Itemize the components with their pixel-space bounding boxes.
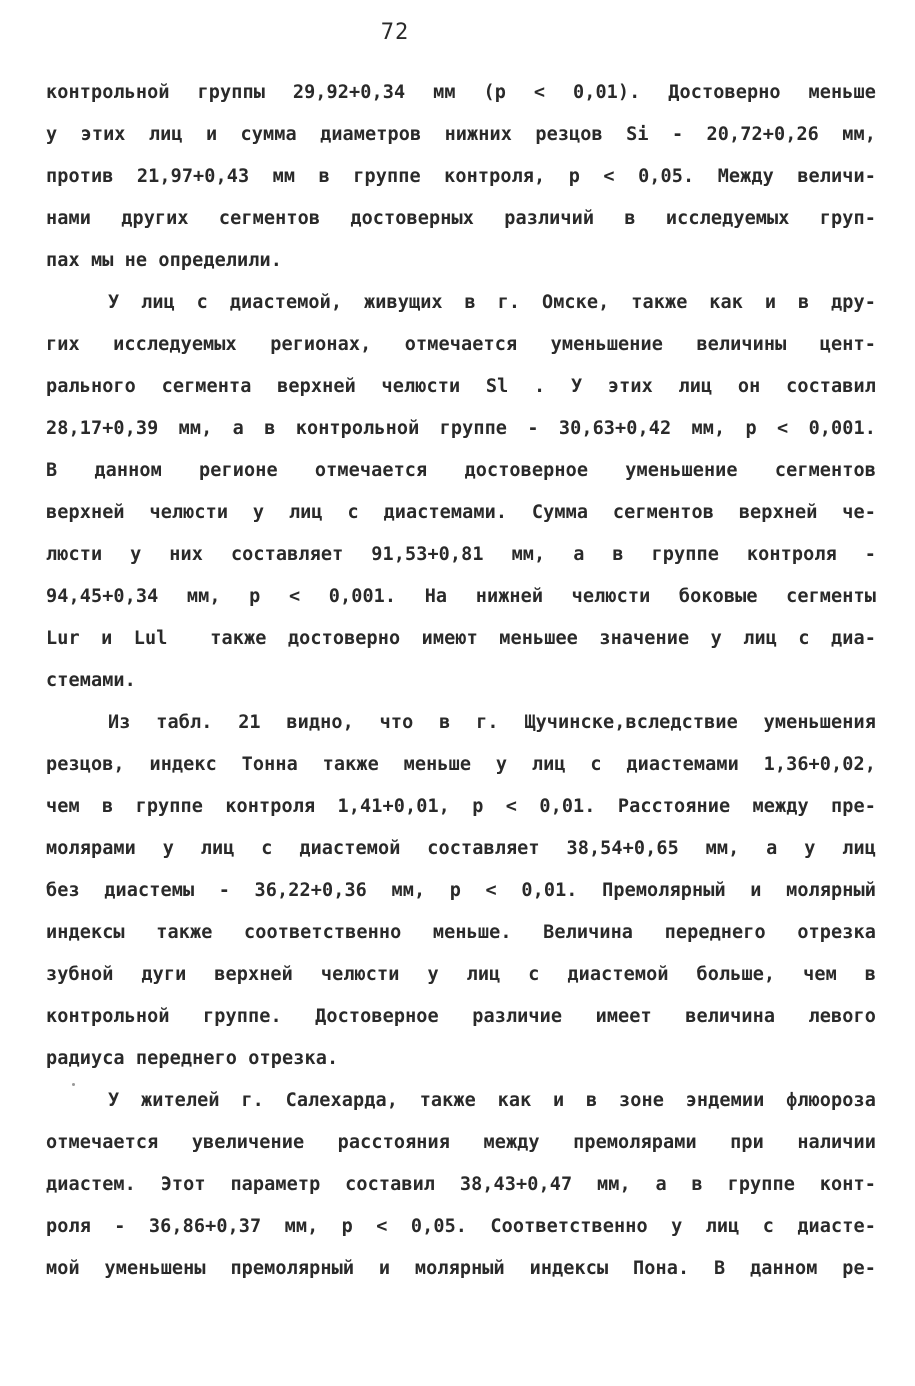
text-line: У жителей г. Салехарда, также как и в зоне эндемии флюороза xyxy=(108,1090,876,1111)
text-line: люсти у них составляет 91,53+0,81 мм, а в группе контроля - xyxy=(46,544,876,565)
text-line: резцов, индекс Тонна также меньше у лиц с диастемами 1,36+0,02, xyxy=(46,754,876,775)
text-line: стемами. xyxy=(46,670,136,691)
body-text xyxy=(46,72,876,1290)
scan-speck xyxy=(72,1083,75,1086)
text-line: верхней челюсти у лиц с диастемами. Сумма сегментов верхней че- xyxy=(46,502,876,523)
text-line: чем в группе контроля 1,41+0,01, р < 0,01. Расстояние между пре- xyxy=(46,796,876,817)
text-line: радиуса переднего отрезка. xyxy=(46,1048,339,1069)
paragraph-2 xyxy=(46,282,876,702)
text-line: у этих лиц и сумма диаметров нижних резцов Si - 20,72+0,26 мм, xyxy=(46,124,876,145)
text-line: отмечается увеличение расстояния между премолярами при наличии xyxy=(46,1132,876,1153)
text-line: Из табл. 21 видно, что в г. Щучинске,вследствие уменьшения xyxy=(108,712,876,733)
text-line: контрольной группы 29,92+0,34 мм (р < 0,01). Достоверно меньше xyxy=(46,82,876,103)
text-line: В данном регионе отмечается достоверное уменьшение сегментов xyxy=(46,460,876,481)
text-line: 94,45+0,34 мм, р < 0,001. На нижней челюсти боковые сегменты xyxy=(46,586,876,607)
text-line: индексы также соответственно меньше. Величина переднего отрезка xyxy=(46,922,876,943)
text-line: 28,17+0,39 мм, а в контрольной группе - 30,63+0,42 мм, р < 0,001. xyxy=(46,418,876,439)
text-line: Lur и Lul также достоверно имеют меньшее значение у лиц с диа- xyxy=(46,628,876,649)
paragraph-3 xyxy=(46,702,876,1080)
text-line: рального сегмента верхней челюсти Sl . У этих лиц он составил xyxy=(46,376,876,397)
text-line: гих исследуемых регионах, отмечается уменьшение величины цент- xyxy=(46,334,876,355)
text-line: У лиц с диастемой, живущих в г. Омске, также как и в дру- xyxy=(108,292,876,313)
paragraph-1 xyxy=(46,72,876,282)
text-line: нами других сегментов достоверных различий в исследуемых груп- xyxy=(46,208,876,229)
text-line: контрольной группе. Достоверное различие имеет величина левого xyxy=(46,1006,876,1027)
text-line: зубной дуги верхней челюсти у лиц с диастемой больше, чем в xyxy=(46,964,876,985)
text-line: против 21,97+0,43 мм в группе контроля, р < 0,05. Между величи- xyxy=(46,166,876,187)
text-line: пах мы не определили. xyxy=(46,250,282,271)
text-line: диастем. Этот параметр составил 38,43+0,47 мм, а в группе конт- xyxy=(46,1174,876,1195)
page-number: 72 xyxy=(380,20,410,45)
text-line: роля - 36,86+0,37 мм, р < 0,05. Соответственно у лиц с диасте- xyxy=(46,1216,876,1237)
text-line: без диастемы - 36,22+0,36 мм, р < 0,01. Премолярный и молярный xyxy=(46,880,876,901)
paragraph-4 xyxy=(46,1080,876,1290)
text-line: молярами у лиц с диастемой составляет 38,54+0,65 мм, а у лиц xyxy=(46,838,876,859)
text-line: мой уменьшены премолярный и молярный индексы Пона. В данном ре- xyxy=(46,1258,876,1279)
